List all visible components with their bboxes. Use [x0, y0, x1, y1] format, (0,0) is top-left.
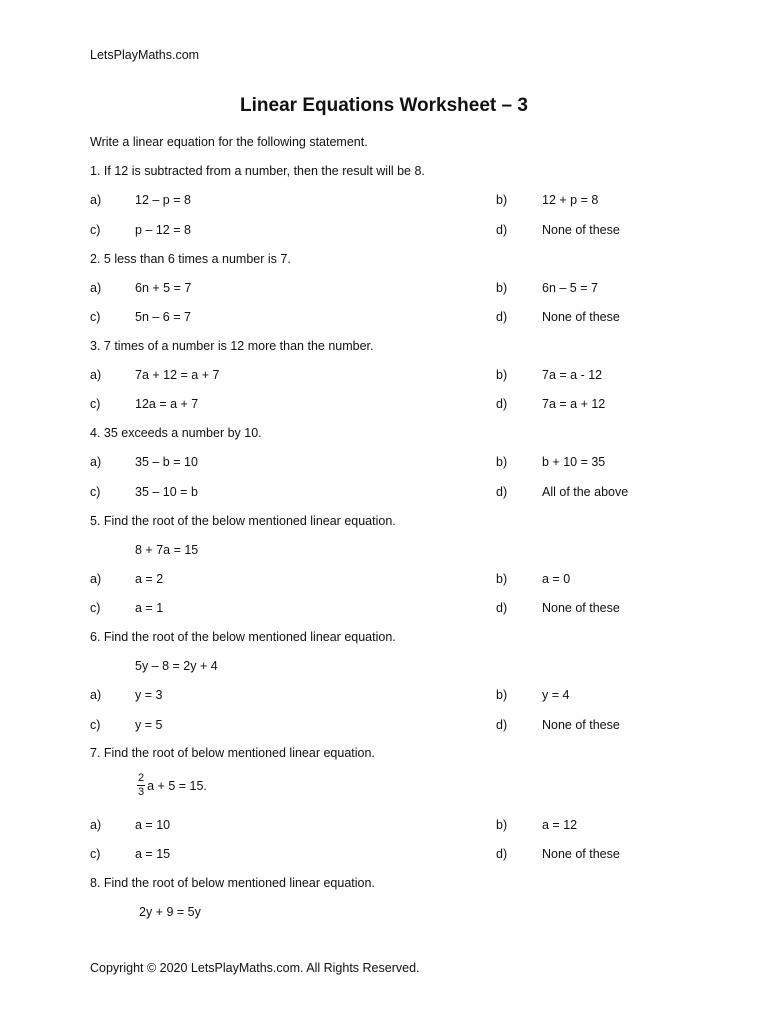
option-label-b: b): [496, 193, 508, 207]
option-label-d: d): [496, 310, 508, 324]
question-2: 2. 5 less than 6 times a number is 7.: [90, 252, 291, 266]
option-label-a: a): [90, 688, 102, 702]
option-label-a: a): [90, 572, 102, 586]
question-7: 7. Find the root of below mentioned linear equation.: [90, 746, 375, 760]
instruction: Write a linear equation for the following statement.: [90, 135, 368, 149]
q1-option-c: p – 12 = 8: [135, 223, 191, 237]
option-label-c: c): [90, 718, 101, 732]
equation-remainder: a + 5 = 15.: [147, 778, 207, 793]
q5-option-c: a = 1: [135, 601, 164, 615]
option-label-a: a): [90, 455, 102, 469]
q6-option-c: y = 5: [135, 718, 163, 732]
q7-option-a: a = 10: [135, 818, 171, 832]
fraction-numerator: 2: [138, 772, 145, 784]
site-name: LetsPlayMaths.com: [90, 48, 200, 62]
page-title: Linear Equations Worksheet – 3: [240, 95, 528, 116]
option-label-a: a): [90, 818, 102, 832]
q3-option-b: 7a = a - 12: [542, 368, 603, 382]
option-label-b: b): [496, 688, 508, 702]
option-label-d: d): [496, 601, 508, 615]
option-label-c: c): [90, 601, 101, 615]
q1-option-d: None of these: [542, 223, 620, 237]
option-label-c: c): [90, 223, 101, 237]
q6-equation: 5y – 8 = 2y + 4: [135, 659, 218, 673]
q1-option-b: 12 + p = 8: [542, 193, 599, 207]
option-label-c: c): [90, 310, 101, 324]
option-label-d: d): [496, 223, 508, 237]
question-5: 5. Find the root of the below mentioned linear equation.: [90, 514, 396, 528]
q4-option-c: 35 – 10 = b: [135, 485, 198, 499]
q1-option-a: 12 – p = 8: [135, 193, 191, 207]
question-8: 8. Find the root of below mentioned linear equation.: [90, 876, 375, 890]
q5-option-d: None of these: [542, 601, 620, 615]
option-label-b: b): [496, 281, 508, 295]
q3-option-a: 7a + 12 = a + 7: [135, 368, 220, 382]
question-1: 1. If 12 is subtracted from a number, then the result will be 8.: [90, 164, 425, 178]
q5-option-a: a = 2: [135, 572, 164, 586]
q6-option-b: y = 4: [542, 688, 570, 702]
option-label-d: d): [496, 485, 508, 499]
q4-option-d: All of the above: [542, 485, 629, 499]
q7-option-c: a = 15: [135, 847, 171, 861]
q7-option-d: None of these: [542, 847, 620, 861]
option-label-d: d): [496, 397, 508, 411]
q4-option-b: b + 10 = 35: [542, 455, 606, 469]
q3-option-c: 12a = a + 7: [135, 397, 199, 411]
option-label-b: b): [496, 572, 508, 586]
option-label-c: c): [90, 847, 101, 861]
option-label-d: d): [496, 718, 508, 732]
option-label-c: c): [90, 485, 101, 499]
q5-equation: 8 + 7a = 15: [135, 543, 199, 557]
option-label-d: d): [496, 847, 508, 861]
question-4: 4. 35 exceeds a number by 10.: [90, 426, 262, 440]
option-label-a: a): [90, 193, 102, 207]
q7-option-b: a = 12: [542, 818, 578, 832]
question-6: 6. Find the root of the below mentioned linear equation.: [90, 630, 396, 644]
fraction: [137, 772, 145, 799]
q2-option-b: 6n – 5 = 7: [542, 281, 598, 295]
q2-option-d: None of these: [542, 310, 620, 324]
q7-equation: [137, 772, 207, 799]
q5-option-b: a = 0: [542, 572, 571, 586]
q3-option-d: 7a = a + 12: [542, 397, 606, 411]
option-label-b: b): [496, 818, 508, 832]
option-label-a: a): [90, 368, 102, 382]
q6-option-d: None of these: [542, 718, 620, 732]
option-label-b: b): [496, 368, 508, 382]
option-label-a: a): [90, 281, 102, 295]
copyright-footer: Copyright © 2020 LetsPlayMaths.com. All Rights Reserved.: [90, 961, 420, 975]
q8-equation: 2y + 9 = 5y: [139, 905, 201, 919]
question-3: 3. 7 times of a number is 12 more than the number.: [90, 339, 374, 353]
option-label-b: b): [496, 455, 508, 469]
q4-option-a: 35 – b = 10: [135, 455, 198, 469]
fraction-denominator: 3: [138, 786, 145, 798]
option-label-c: c): [90, 397, 101, 411]
q2-option-a: 6n + 5 = 7: [135, 281, 192, 295]
q2-option-c: 5n – 6 = 7: [135, 310, 191, 324]
q6-option-a: y = 3: [135, 688, 163, 702]
